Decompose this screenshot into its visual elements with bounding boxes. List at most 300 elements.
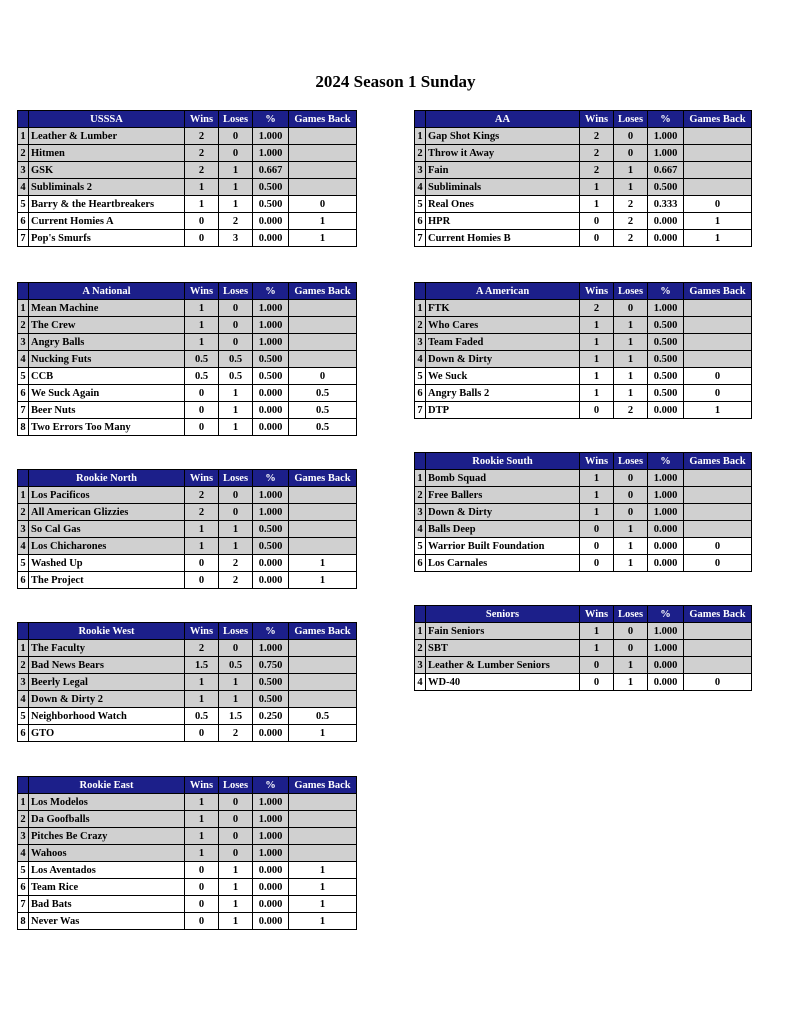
team-rank: 3 — [415, 162, 426, 179]
team-name: GTO — [29, 725, 185, 742]
team-row — [18, 402, 357, 419]
team-name: Pop's Smurfs — [29, 230, 185, 247]
team-games-back — [289, 128, 357, 145]
team-games-back — [289, 845, 357, 862]
team-games-back — [684, 317, 752, 334]
team-games-back: 1 — [289, 913, 357, 930]
wins-header: Wins — [580, 111, 614, 128]
team-row — [18, 640, 357, 657]
team-name: Beer Nuts — [29, 402, 185, 419]
team-name: Two Errors Too Many — [29, 419, 185, 436]
header-rank-blank — [415, 283, 426, 300]
team-name: WD-40 — [426, 674, 580, 691]
team-games-back — [289, 504, 357, 521]
team-rank: 1 — [415, 623, 426, 640]
team-row — [415, 300, 752, 317]
team-games-back: 1 — [289, 725, 357, 742]
team-name: Leather & Lumber Seniors — [426, 657, 580, 674]
team-games-back: 0 — [684, 368, 752, 385]
team-pct: 0.000 — [253, 572, 289, 589]
team-pct: 0.500 — [648, 317, 684, 334]
team-row — [415, 470, 752, 487]
wins-header: Wins — [580, 453, 614, 470]
team-games-back — [289, 811, 357, 828]
team-rank: 3 — [18, 674, 29, 691]
team-pct: 1.000 — [253, 811, 289, 828]
team-wins: 1 — [185, 828, 219, 845]
team-pct: 1.000 — [253, 845, 289, 862]
team-games-back: 0.5 — [289, 402, 357, 419]
team-rank: 4 — [415, 521, 426, 538]
team-pct: 0.000 — [253, 402, 289, 419]
team-rank: 1 — [415, 128, 426, 145]
team-wins: 1 — [580, 640, 614, 657]
team-rank: 5 — [18, 368, 29, 385]
team-row — [18, 657, 357, 674]
team-row — [18, 351, 357, 368]
division-table-seniors — [414, 605, 752, 691]
pct-header: % — [253, 623, 289, 640]
team-name: We Suck — [426, 368, 580, 385]
team-loses: 2 — [219, 555, 253, 572]
team-pct: 0.000 — [648, 538, 684, 555]
team-wins: 1 — [185, 794, 219, 811]
team-pct: 0.667 — [253, 162, 289, 179]
team-wins: 0 — [185, 230, 219, 247]
team-row — [18, 317, 357, 334]
team-loses: 1 — [614, 179, 648, 196]
team-games-back: 1 — [289, 862, 357, 879]
team-loses: 0 — [219, 794, 253, 811]
team-wins: 0 — [580, 230, 614, 247]
team-wins: 0 — [185, 879, 219, 896]
header-row — [415, 111, 752, 128]
team-games-back — [684, 300, 752, 317]
team-wins: 0 — [580, 538, 614, 555]
team-name: Los Chicharones — [29, 538, 185, 555]
header-rank-blank — [18, 777, 29, 794]
team-rank: 1 — [415, 470, 426, 487]
team-loses: 1 — [614, 555, 648, 572]
header-row — [415, 606, 752, 623]
team-name: Los Pacificos — [29, 487, 185, 504]
team-name: Los Modelos — [29, 794, 185, 811]
team-wins: 0.5 — [185, 708, 219, 725]
team-name: Down & Dirty — [426, 504, 580, 521]
team-row — [18, 300, 357, 317]
team-games-back — [684, 657, 752, 674]
team-games-back — [289, 691, 357, 708]
team-rank: 3 — [18, 334, 29, 351]
team-pct: 0.500 — [253, 538, 289, 555]
team-name: Who Cares — [426, 317, 580, 334]
team-pct: 1.000 — [253, 334, 289, 351]
team-name: Down & Dirty 2 — [29, 691, 185, 708]
team-name: Team Faded — [426, 334, 580, 351]
team-games-back: 1 — [289, 230, 357, 247]
loses-header: Loses — [614, 606, 648, 623]
team-loses: 0.5 — [219, 351, 253, 368]
team-row — [415, 196, 752, 213]
team-name: Da Goofballs — [29, 811, 185, 828]
team-games-back: 1 — [289, 896, 357, 913]
team-row — [18, 196, 357, 213]
header-rank-blank — [415, 606, 426, 623]
team-games-back — [289, 487, 357, 504]
team-games-back: 1 — [289, 555, 357, 572]
division-name: Seniors — [426, 606, 580, 623]
loses-header: Loses — [219, 777, 253, 794]
team-games-back — [684, 334, 752, 351]
team-loses: 2 — [219, 725, 253, 742]
team-loses: 1 — [614, 317, 648, 334]
team-rank: 8 — [18, 419, 29, 436]
team-row — [415, 674, 752, 691]
team-pct: 1.000 — [648, 470, 684, 487]
team-name: Leather & Lumber — [29, 128, 185, 145]
team-wins: 0.5 — [185, 368, 219, 385]
header-row — [18, 470, 357, 487]
team-wins: 1 — [185, 538, 219, 555]
division-header — [18, 470, 357, 487]
team-name: So Cal Gas — [29, 521, 185, 538]
team-pct: 0.750 — [253, 657, 289, 674]
team-wins: 2 — [185, 640, 219, 657]
team-loses: 0 — [614, 128, 648, 145]
loses-header: Loses — [219, 111, 253, 128]
team-rank: 4 — [415, 179, 426, 196]
team-rank: 2 — [18, 317, 29, 334]
team-loses: 1 — [614, 385, 648, 402]
standings-body — [18, 487, 357, 589]
team-games-back: 0 — [289, 368, 357, 385]
team-pct: 0.000 — [253, 230, 289, 247]
team-rank: 6 — [415, 555, 426, 572]
team-name: Balls Deep — [426, 521, 580, 538]
team-name: The Project — [29, 572, 185, 589]
loses-header: Loses — [219, 283, 253, 300]
team-loses: 0 — [219, 504, 253, 521]
team-rank: 2 — [415, 487, 426, 504]
team-name: Los Carnales — [426, 555, 580, 572]
team-games-back — [289, 179, 357, 196]
team-row — [415, 504, 752, 521]
team-loses: 0 — [219, 828, 253, 845]
team-loses: 0 — [614, 300, 648, 317]
team-wins: 0 — [185, 419, 219, 436]
team-rank: 2 — [415, 640, 426, 657]
header-rank-blank — [18, 283, 29, 300]
team-rank: 4 — [415, 674, 426, 691]
team-games-back — [289, 794, 357, 811]
team-wins: 1.5 — [185, 657, 219, 674]
team-row — [18, 521, 357, 538]
team-row — [18, 230, 357, 247]
team-games-back — [289, 828, 357, 845]
wins-header: Wins — [185, 470, 219, 487]
team-name: We Suck Again — [29, 385, 185, 402]
team-loses: 0 — [219, 300, 253, 317]
team-pct: 1.000 — [648, 487, 684, 504]
team-rank: 5 — [415, 196, 426, 213]
team-row — [18, 691, 357, 708]
team-loses: 1 — [219, 674, 253, 691]
games-back-header: Games Back — [289, 470, 357, 487]
loses-header: Loses — [614, 283, 648, 300]
team-rank: 5 — [18, 862, 29, 879]
team-wins: 1 — [185, 300, 219, 317]
team-loses: 1 — [219, 402, 253, 419]
team-pct: 1.000 — [253, 317, 289, 334]
team-wins: 1 — [185, 334, 219, 351]
division-table-aa — [414, 110, 752, 247]
team-loses: 0.5 — [219, 657, 253, 674]
team-games-back — [684, 128, 752, 145]
team-pct: 1.000 — [253, 640, 289, 657]
team-wins: 1 — [580, 368, 614, 385]
team-row — [18, 725, 357, 742]
team-loses: 1 — [219, 385, 253, 402]
team-loses: 0 — [219, 317, 253, 334]
team-games-back: 1 — [684, 213, 752, 230]
wins-header: Wins — [185, 283, 219, 300]
team-row — [18, 128, 357, 145]
team-name: Subliminals 2 — [29, 179, 185, 196]
team-pct: 0.500 — [253, 674, 289, 691]
team-name: Nucking Futs — [29, 351, 185, 368]
team-rank: 6 — [18, 572, 29, 589]
team-wins: 1 — [580, 334, 614, 351]
team-loses: 1 — [219, 179, 253, 196]
team-loses: 0 — [219, 845, 253, 862]
team-loses: 0 — [614, 487, 648, 504]
team-games-back: 1 — [684, 230, 752, 247]
team-pct: 1.000 — [253, 504, 289, 521]
team-wins: 1 — [580, 385, 614, 402]
team-row — [415, 179, 752, 196]
standings-body — [18, 640, 357, 742]
team-pct: 0.667 — [648, 162, 684, 179]
team-row — [18, 811, 357, 828]
team-pct: 0.000 — [648, 555, 684, 572]
team-row — [415, 351, 752, 368]
pct-header: % — [253, 470, 289, 487]
team-loses: 1 — [614, 538, 648, 555]
games-back-header: Games Back — [289, 623, 357, 640]
team-pct: 0.000 — [648, 657, 684, 674]
team-row — [415, 368, 752, 385]
team-rank: 6 — [415, 385, 426, 402]
team-name: The Crew — [29, 317, 185, 334]
team-pct: 0.000 — [253, 913, 289, 930]
team-wins: 2 — [185, 504, 219, 521]
team-loses: 0 — [614, 470, 648, 487]
team-loses: 1 — [614, 674, 648, 691]
team-rank: 5 — [18, 555, 29, 572]
team-games-back — [289, 521, 357, 538]
team-wins: 1 — [185, 811, 219, 828]
team-pct: 0.250 — [253, 708, 289, 725]
team-row — [18, 334, 357, 351]
team-games-back — [289, 145, 357, 162]
team-name: Beerly Legal — [29, 674, 185, 691]
team-pct: 0.500 — [253, 691, 289, 708]
team-wins: 0 — [185, 402, 219, 419]
team-row — [415, 640, 752, 657]
standings-body — [18, 300, 357, 436]
team-pct: 0.000 — [253, 862, 289, 879]
team-games-back — [289, 334, 357, 351]
team-name: Hitmen — [29, 145, 185, 162]
team-pct: 0.000 — [253, 419, 289, 436]
wins-header: Wins — [185, 111, 219, 128]
team-loses: 0 — [219, 334, 253, 351]
team-row — [18, 794, 357, 811]
team-rank: 2 — [18, 504, 29, 521]
team-games-back — [684, 521, 752, 538]
team-rank: 7 — [415, 402, 426, 419]
team-wins: 0 — [580, 402, 614, 419]
header-row — [18, 777, 357, 794]
team-wins: 1 — [580, 196, 614, 213]
team-pct: 0.000 — [648, 402, 684, 419]
team-games-back: 0 — [684, 674, 752, 691]
team-wins: 1 — [185, 317, 219, 334]
team-pct: 0.000 — [253, 896, 289, 913]
team-name: Fain — [426, 162, 580, 179]
team-name: Angry Balls 2 — [426, 385, 580, 402]
team-rank: 1 — [18, 640, 29, 657]
team-pct: 1.000 — [648, 640, 684, 657]
standings-body — [415, 623, 752, 691]
team-games-back: 1 — [289, 572, 357, 589]
team-wins: 1 — [580, 504, 614, 521]
team-name: Team Rice — [29, 879, 185, 896]
team-games-back — [289, 317, 357, 334]
wins-header: Wins — [580, 283, 614, 300]
team-name: Los Aventados — [29, 862, 185, 879]
team-wins: 0 — [580, 555, 614, 572]
team-name: Subliminals — [426, 179, 580, 196]
team-games-back — [289, 300, 357, 317]
team-rank: 5 — [18, 196, 29, 213]
team-wins: 0 — [185, 862, 219, 879]
team-row — [415, 213, 752, 230]
team-loses: 1 — [219, 913, 253, 930]
team-wins: 1 — [580, 351, 614, 368]
division-name: A American — [426, 283, 580, 300]
team-wins: 1 — [185, 691, 219, 708]
team-pct: 0.000 — [648, 213, 684, 230]
team-row — [18, 419, 357, 436]
team-pct: 1.000 — [253, 300, 289, 317]
team-name: Current Homies A — [29, 213, 185, 230]
team-name: Gap Shot Kings — [426, 128, 580, 145]
team-pct: 0.000 — [648, 674, 684, 691]
team-rank: 3 — [415, 657, 426, 674]
team-rank: 1 — [18, 128, 29, 145]
team-name: Mean Machine — [29, 300, 185, 317]
team-wins: 0.5 — [185, 351, 219, 368]
team-pct: 0.000 — [253, 213, 289, 230]
team-loses: 1 — [219, 896, 253, 913]
pct-header: % — [648, 111, 684, 128]
wins-header: Wins — [580, 606, 614, 623]
team-rank: 6 — [18, 725, 29, 742]
team-games-back — [684, 504, 752, 521]
team-row — [18, 862, 357, 879]
team-row — [18, 828, 357, 845]
team-rank: 6 — [18, 879, 29, 896]
loses-header: Loses — [614, 111, 648, 128]
team-rank: 4 — [415, 351, 426, 368]
team-pct: 0.500 — [253, 521, 289, 538]
division-table-rookie-south — [414, 452, 752, 572]
pct-header: % — [648, 606, 684, 623]
team-loses: 2 — [614, 196, 648, 213]
team-row — [18, 385, 357, 402]
team-rank: 4 — [18, 351, 29, 368]
team-pct: 0.500 — [648, 368, 684, 385]
team-loses: 1 — [219, 691, 253, 708]
header-row — [415, 283, 752, 300]
team-rank: 7 — [18, 402, 29, 419]
team-rank: 3 — [415, 504, 426, 521]
team-games-back: 0.5 — [289, 419, 357, 436]
division-table-a-national — [17, 282, 357, 436]
team-wins: 0 — [185, 555, 219, 572]
team-wins: 0 — [185, 572, 219, 589]
header-rank-blank — [18, 623, 29, 640]
team-wins: 2 — [580, 300, 614, 317]
team-row — [18, 538, 357, 555]
division-table-rookie-west — [17, 622, 357, 742]
team-name: Never Was — [29, 913, 185, 930]
header-row — [18, 283, 357, 300]
division-table-rookie-north — [17, 469, 357, 589]
team-name: Warrior Built Foundation — [426, 538, 580, 555]
wins-header: Wins — [185, 777, 219, 794]
team-loses: 0.5 — [219, 368, 253, 385]
team-loses: 0 — [614, 623, 648, 640]
team-row — [415, 162, 752, 179]
team-rank: 3 — [415, 334, 426, 351]
team-games-back: 0 — [684, 196, 752, 213]
team-games-back: 0 — [684, 385, 752, 402]
team-rank: 2 — [18, 145, 29, 162]
team-loses: 0 — [219, 640, 253, 657]
team-pct: 1.000 — [253, 145, 289, 162]
team-wins: 0 — [185, 213, 219, 230]
team-games-back: 1 — [289, 213, 357, 230]
division-header — [18, 777, 357, 794]
team-pct: 0.500 — [648, 179, 684, 196]
team-name: Free Ballers — [426, 487, 580, 504]
team-games-back — [289, 657, 357, 674]
division-header — [415, 606, 752, 623]
team-row — [415, 317, 752, 334]
games-back-header: Games Back — [684, 606, 752, 623]
team-loses: 1 — [614, 351, 648, 368]
team-row — [415, 402, 752, 419]
team-row — [415, 555, 752, 572]
team-wins: 0 — [185, 913, 219, 930]
team-pct: 1.000 — [648, 145, 684, 162]
team-row — [18, 145, 357, 162]
team-loses: 1 — [219, 538, 253, 555]
games-back-header: Games Back — [684, 453, 752, 470]
team-pct: 0.500 — [648, 351, 684, 368]
